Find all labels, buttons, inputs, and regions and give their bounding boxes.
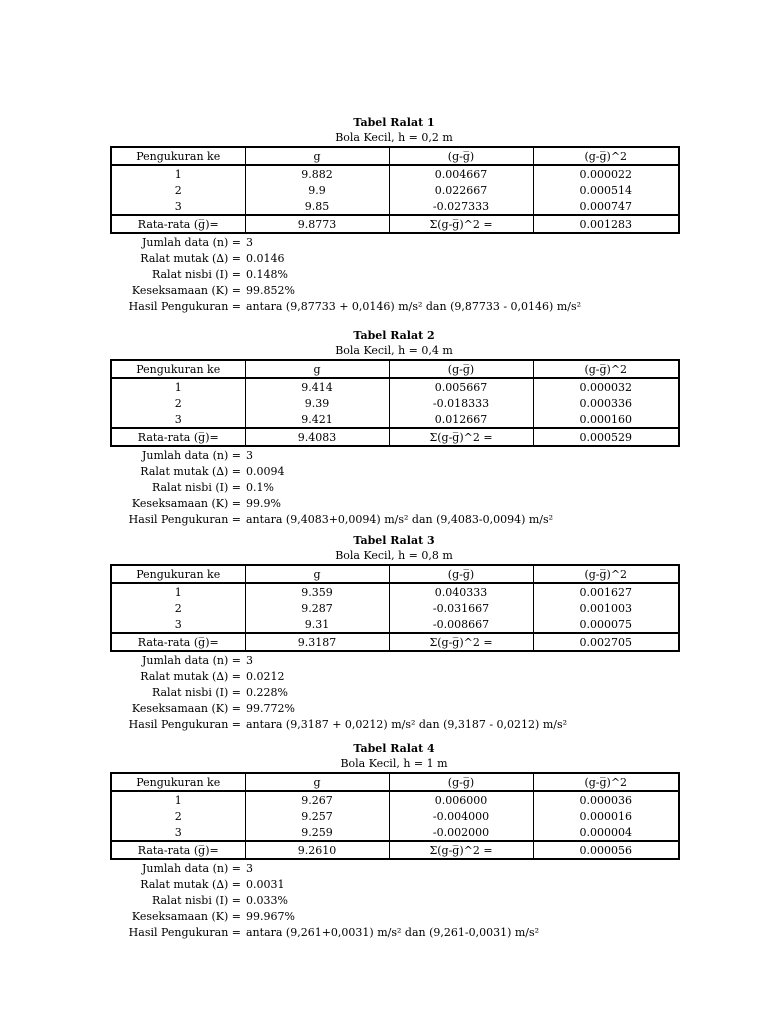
table-cell: 0.000036 xyxy=(533,791,679,808)
footer-cell: Rata-rata (g̅)= xyxy=(111,215,245,233)
table-title: Tabel Ralat 1 xyxy=(353,116,435,129)
table-cell: -0.004000 xyxy=(389,808,533,824)
table-row xyxy=(111,824,679,841)
table-cell: 0.000336 xyxy=(533,395,679,411)
summary-line xyxy=(110,251,678,267)
table-footer-row xyxy=(111,633,679,651)
ralat-section-3 xyxy=(110,533,678,733)
table-header-row xyxy=(111,147,679,165)
table-title: Tabel Ralat 2 xyxy=(353,329,435,342)
table-cell: 2 xyxy=(174,396,182,410)
summary-line xyxy=(110,464,678,480)
table-cell: 0.005667 xyxy=(389,378,533,395)
summary-label: Keseksamaan (K) = xyxy=(131,910,241,923)
table-header-row xyxy=(111,565,679,583)
table-cell: -0.008667 xyxy=(389,616,533,633)
summary-value: 0.0146 xyxy=(246,252,285,265)
summary-label: Hasil Pengukuran = xyxy=(128,926,241,939)
summary-label: Keseksamaan (K) = xyxy=(131,702,241,715)
summary-line xyxy=(110,235,678,251)
footer-cell: Σ(g-g̅)^2 = xyxy=(389,841,533,859)
table-footer-row xyxy=(111,841,679,859)
summary-line xyxy=(110,512,678,528)
table-cell: -0.027333 xyxy=(389,198,533,215)
summary-value: 3 xyxy=(246,654,253,667)
summary-line xyxy=(110,448,678,464)
table-row xyxy=(111,198,679,215)
footer-cell: 9.2610 xyxy=(245,841,389,859)
table-row xyxy=(111,808,679,824)
table-cell: 0.012667 xyxy=(389,411,533,428)
header-cell: (g-g̅)^2 xyxy=(533,147,679,165)
header-cell: Pengukuran ke xyxy=(111,360,245,378)
summary-line xyxy=(110,893,678,909)
footer-cell: Rata-rata (g̅)= xyxy=(111,841,245,859)
table-cell: 3 xyxy=(174,199,182,213)
table-cell: 2 xyxy=(174,183,182,197)
header-cell: (g-g̅)^2 xyxy=(533,773,679,791)
header-cell: g xyxy=(245,147,389,165)
table-cell: 0.040333 xyxy=(389,583,533,600)
summary-label: Ralat nisbi (I) = xyxy=(151,268,241,281)
table-cell: 3 xyxy=(174,617,182,631)
table-cell: 1 xyxy=(174,167,182,181)
summary-line xyxy=(110,267,678,283)
summary-line xyxy=(110,653,678,669)
table-cell: 0.000004 xyxy=(533,824,679,841)
table-row xyxy=(111,600,679,616)
ralat-table xyxy=(110,564,680,652)
header-cell: (g-g̅)^2 xyxy=(533,565,679,583)
table-subtitle: Bola Kecil, h = 0,8 m xyxy=(335,549,453,562)
table-cell: 9.39 xyxy=(245,395,389,411)
summary-label: Jumlah data (n) = xyxy=(141,236,241,249)
table-header-row xyxy=(111,360,679,378)
table-cell: 0.000514 xyxy=(533,182,679,198)
table-cell: 1 xyxy=(174,793,182,807)
table-cell: -0.018333 xyxy=(389,395,533,411)
ralat-table xyxy=(110,146,680,234)
summary-value: antara (9,3187 + 0,0212) m/s² dan (9,3187 - 0,0212) m/s² xyxy=(246,718,568,731)
summary-block xyxy=(110,861,678,941)
table-cell: 0.000160 xyxy=(533,411,679,428)
summary-line xyxy=(110,496,678,512)
table-cell: 0.001627 xyxy=(533,583,679,600)
header-cell: (g-g̅) xyxy=(389,147,533,165)
summary-label: Ralat mutak (∆) = xyxy=(140,670,241,683)
header-cell: Pengukuran ke xyxy=(111,565,245,583)
footer-cell: Σ(g-g̅)^2 = xyxy=(389,633,533,651)
summary-label: Keseksamaan (K) = xyxy=(131,497,241,510)
summary-value: 0.1% xyxy=(246,481,274,494)
header-cell: g xyxy=(245,565,389,583)
header-cell: g xyxy=(245,773,389,791)
summary-block xyxy=(110,653,678,733)
summary-value: 99.852% xyxy=(246,284,295,297)
summary-line xyxy=(110,480,678,496)
table-cell: 9.9 xyxy=(245,182,389,198)
summary-label: Hasil Pengukuran = xyxy=(128,718,241,731)
summary-line xyxy=(110,909,678,925)
table-cell: 0.000022 xyxy=(533,165,679,182)
header-cell: Pengukuran ke xyxy=(111,147,245,165)
summary-line xyxy=(110,877,678,893)
footer-cell: 9.8773 xyxy=(245,215,389,233)
summary-line xyxy=(110,685,678,701)
summary-label: Jumlah data (n) = xyxy=(141,449,241,462)
table-row xyxy=(111,583,679,600)
header-cell: g xyxy=(245,360,389,378)
footer-cell: Rata-rata (g̅)= xyxy=(111,633,245,651)
table-cell: 3 xyxy=(174,825,182,839)
table-row xyxy=(111,165,679,182)
footer-cell: 0.001283 xyxy=(533,215,679,233)
table-cell: 0.000747 xyxy=(533,198,679,215)
footer-cell: 9.3187 xyxy=(245,633,389,651)
summary-value: 99.772% xyxy=(246,702,295,715)
summary-line xyxy=(110,299,678,315)
summary-value: 0.148% xyxy=(246,268,288,281)
summary-value: antara (9,87733 + 0,0146) m/s² dan (9,87733 - 0,0146) m/s² xyxy=(246,300,582,313)
table-cell: 0.000075 xyxy=(533,616,679,633)
table-cell: 0.004667 xyxy=(389,165,533,182)
table-cell: 1 xyxy=(174,380,182,394)
table-cell: 0.001003 xyxy=(533,600,679,616)
table-subtitle: Bola Kecil, h = 0,4 m xyxy=(335,344,453,357)
footer-cell: 0.000056 xyxy=(533,841,679,859)
table-footer-row xyxy=(111,215,679,233)
summary-value: 0.0094 xyxy=(246,465,285,478)
table-cell: 9.257 xyxy=(245,808,389,824)
summary-line xyxy=(110,283,678,299)
ralat-section-4 xyxy=(110,741,678,941)
summary-value: antara (9,261+0,0031) m/s² dan (9,261-0,0031) m/s² xyxy=(246,926,540,939)
table-cell: 0.006000 xyxy=(389,791,533,808)
table-cell: 2 xyxy=(174,809,182,823)
table-cell: 9.421 xyxy=(245,411,389,428)
summary-value: 3 xyxy=(246,449,253,462)
summary-value: antara (9,4083+0,0094) m/s² dan (9,4083-0,0094) m/s² xyxy=(246,513,554,526)
table-footer-row xyxy=(111,428,679,446)
summary-label: Ralat nisbi (I) = xyxy=(151,894,241,907)
summary-label: Ralat mutak (∆) = xyxy=(140,878,241,891)
summary-value: 0.0031 xyxy=(246,878,285,891)
ralat-section-1 xyxy=(110,115,678,315)
footer-cell: 0.002705 xyxy=(533,633,679,651)
summary-value: 0.0212 xyxy=(246,670,285,683)
footer-cell: Rata-rata (g̅)= xyxy=(111,428,245,446)
summary-value: 99.967% xyxy=(246,910,295,923)
summary-value: 99.9% xyxy=(246,497,281,510)
table-row xyxy=(111,791,679,808)
table-cell: 9.31 xyxy=(245,616,389,633)
table-cell: -0.002000 xyxy=(389,824,533,841)
summary-value: 3 xyxy=(246,862,253,875)
table-row xyxy=(111,411,679,428)
summary-line xyxy=(110,925,678,941)
header-cell: (g-g̅) xyxy=(389,773,533,791)
summary-value: 3 xyxy=(246,236,253,249)
header-cell: (g-g̅) xyxy=(389,565,533,583)
table-cell: 9.414 xyxy=(245,378,389,395)
table-cell: 0.000016 xyxy=(533,808,679,824)
table-cell: 2 xyxy=(174,601,182,615)
table-cell: 9.259 xyxy=(245,824,389,841)
footer-cell: 9.4083 xyxy=(245,428,389,446)
summary-line xyxy=(110,861,678,877)
table-cell: 9.359 xyxy=(245,583,389,600)
table-row xyxy=(111,616,679,633)
table-cell: 9.85 xyxy=(245,198,389,215)
header-cell: (g-g̅) xyxy=(389,360,533,378)
table-header-row xyxy=(111,773,679,791)
table-row xyxy=(111,182,679,198)
summary-label: Hasil Pengukuran = xyxy=(128,513,241,526)
table-cell: 9.287 xyxy=(245,600,389,616)
header-cell: Pengukuran ke xyxy=(111,773,245,791)
summary-line xyxy=(110,717,678,733)
footer-cell: Σ(g-g̅)^2 = xyxy=(389,428,533,446)
table-cell: 0.000032 xyxy=(533,378,679,395)
footer-cell: Σ(g-g̅)^2 = xyxy=(389,215,533,233)
table-cell: 9.267 xyxy=(245,791,389,808)
table-cell: 9.882 xyxy=(245,165,389,182)
table-row xyxy=(111,395,679,411)
table-subtitle: Bola Kecil, h = 0,2 m xyxy=(335,131,453,144)
ralat-table xyxy=(110,359,680,447)
summary-label: Jumlah data (n) = xyxy=(141,862,241,875)
table-cell: -0.031667 xyxy=(389,600,533,616)
ralat-section-2 xyxy=(110,328,678,528)
summary-line xyxy=(110,669,678,685)
table-cell: 3 xyxy=(174,412,182,426)
summary-line xyxy=(110,701,678,717)
summary-label: Ralat mutak (∆) = xyxy=(140,252,241,265)
summary-label: Ralat mutak (∆) = xyxy=(140,465,241,478)
ralat-table xyxy=(110,772,680,860)
summary-label: Ralat nisbi (I) = xyxy=(151,481,241,494)
summary-label: Ralat nisbi (I) = xyxy=(151,686,241,699)
summary-label: Hasil Pengukuran = xyxy=(128,300,241,313)
table-row xyxy=(111,378,679,395)
summary-block xyxy=(110,235,678,315)
summary-block xyxy=(110,448,678,528)
summary-label: Keseksamaan (K) = xyxy=(131,284,241,297)
table-title: Tabel Ralat 3 xyxy=(353,534,435,547)
summary-label: Jumlah data (n) = xyxy=(141,654,241,667)
table-title: Tabel Ralat 4 xyxy=(353,742,435,755)
summary-value: 0.228% xyxy=(246,686,288,699)
table-cell: 1 xyxy=(174,585,182,599)
summary-value: 0.033% xyxy=(246,894,288,907)
table-subtitle: Bola Kecil, h = 1 m xyxy=(340,757,448,770)
header-cell: (g-g̅)^2 xyxy=(533,360,679,378)
footer-cell: 0.000529 xyxy=(533,428,679,446)
table-cell: 0.022667 xyxy=(389,182,533,198)
